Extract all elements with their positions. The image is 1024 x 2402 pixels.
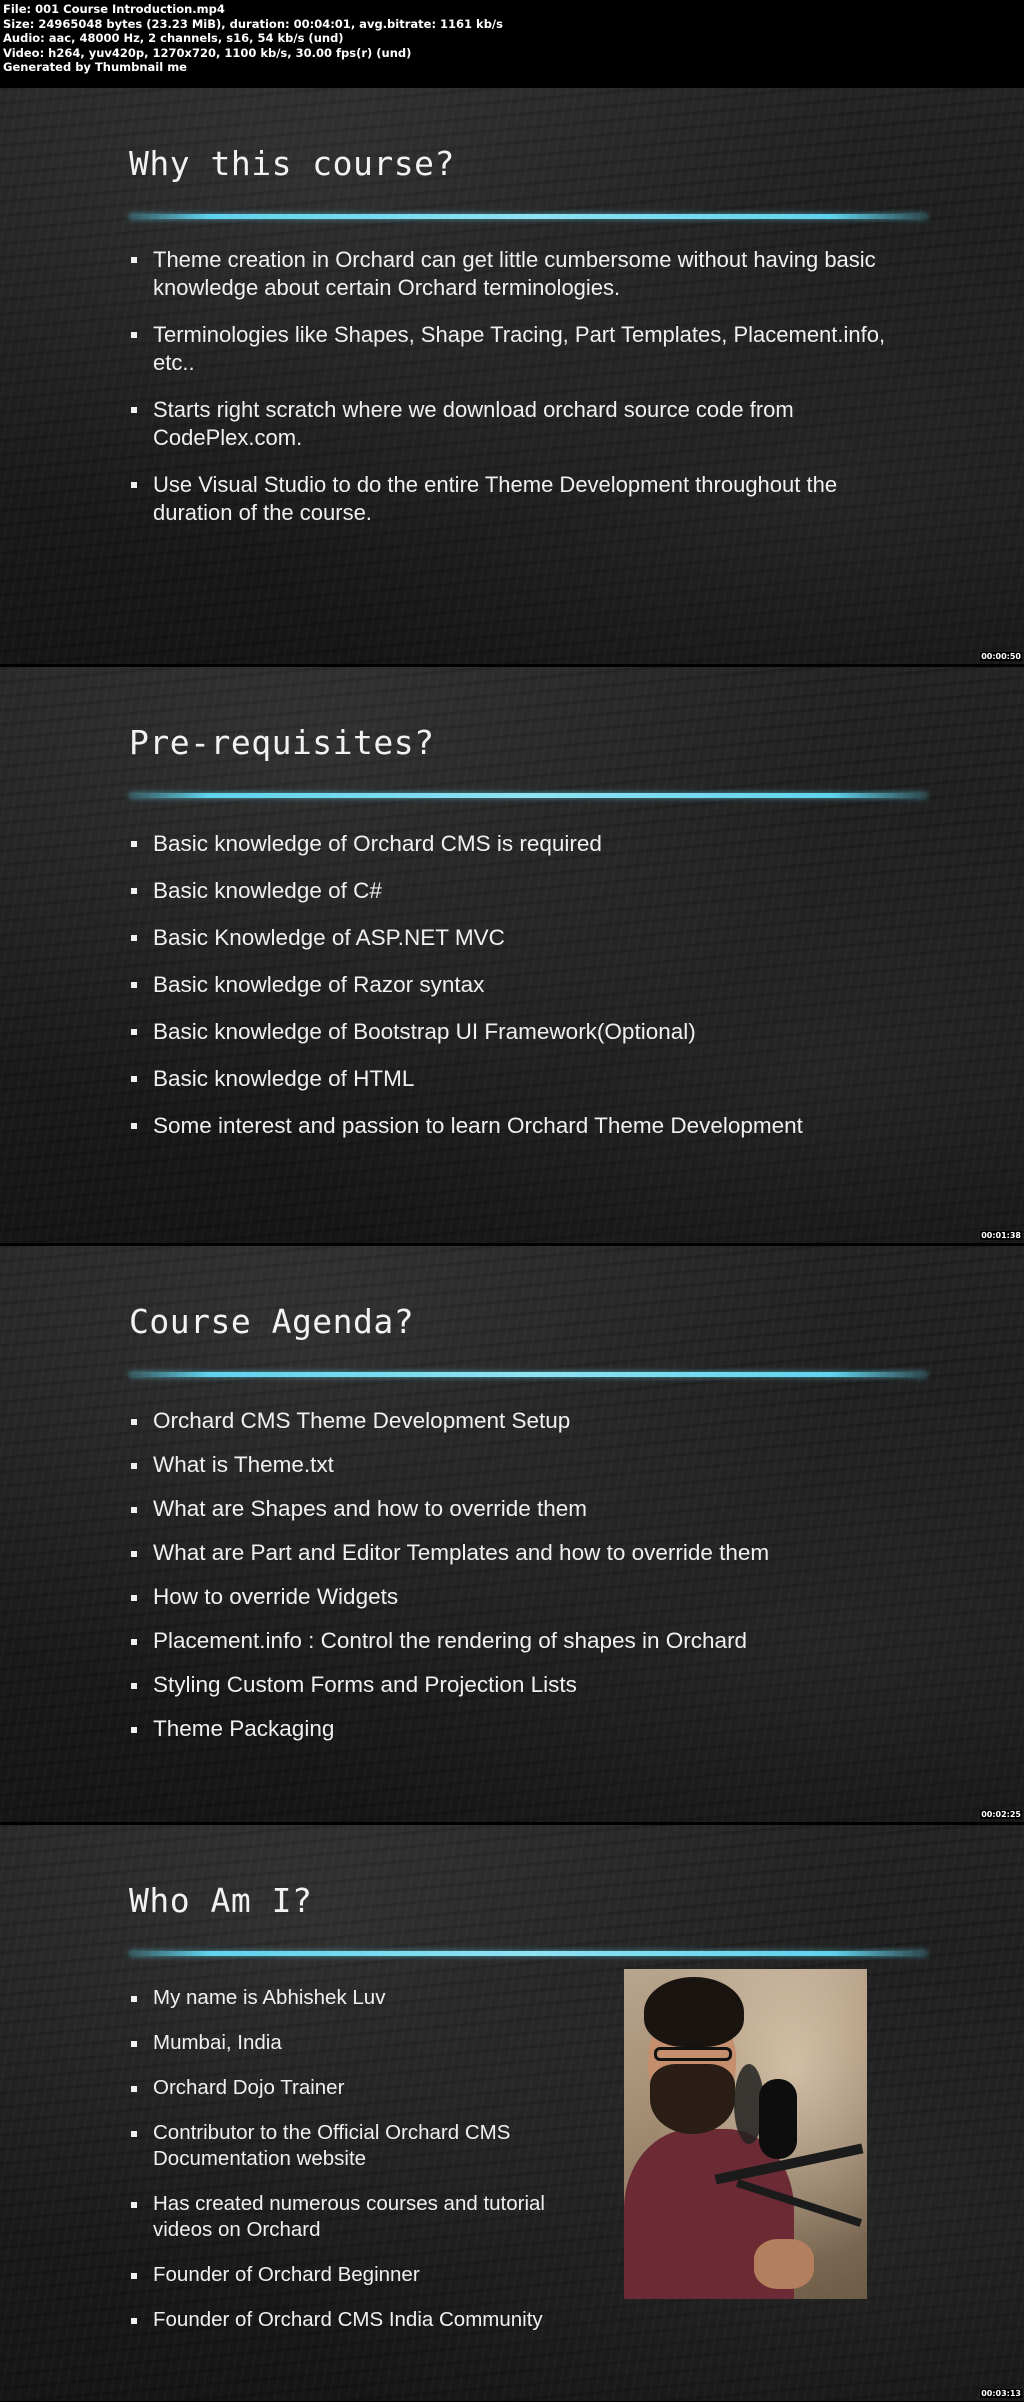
video-info-line: Video: h264, yuv420p, 1270x720, 1100 kb/s, 30.00 fps(r) (und) xyxy=(3,45,412,60)
bullet-icon xyxy=(131,2202,137,2208)
bullet-item xyxy=(131,1985,561,2011)
bullet-item xyxy=(131,246,911,302)
bullet-text: Basic knowledge of Bootstrap UI Framework(Optional) xyxy=(153,1019,696,1044)
bullet-text: Founder of Orchard CMS India Community xyxy=(153,2308,543,2331)
bullet-list xyxy=(131,1407,931,1759)
bullet-icon xyxy=(131,982,137,988)
bullet-item xyxy=(131,321,911,377)
bullet-item xyxy=(131,2030,561,2056)
bullet-list xyxy=(131,829,931,1158)
size-info-line: Size: 24965048 bytes (23.23 MiB), duration: 00:04:01, avg.bitrate: 1161 kb/s xyxy=(3,16,503,31)
bullet-icon xyxy=(131,1551,137,1557)
bullet-icon xyxy=(131,935,137,941)
bullet-text: Theme Packaging xyxy=(153,1716,335,1741)
bullet-icon xyxy=(131,407,137,413)
bullet-item xyxy=(131,2307,561,2333)
bullet-item xyxy=(131,396,911,452)
bullet-text: My name is Abhishek Luv xyxy=(153,1986,386,2009)
bullet-text: Basic knowledge of Orchard CMS is required xyxy=(153,831,602,856)
bullet-text: Basic Knowledge of ASP.NET MVC xyxy=(153,925,505,950)
bullet-text: Terminologies like Shapes, Shape Tracing, Part Templates, Placement.info, etc.. xyxy=(153,322,886,375)
bullet-icon xyxy=(131,1419,137,1425)
bullet-item xyxy=(131,970,931,1000)
bullet-item xyxy=(131,1407,931,1435)
bullet-icon xyxy=(131,2131,137,2137)
bullet-item xyxy=(131,829,931,859)
bullet-icon xyxy=(131,841,137,847)
bullet-text: Starts right scratch where we download orchard source code from CodePlex.com. xyxy=(153,397,794,450)
bullet-list xyxy=(131,246,911,546)
bullet-item xyxy=(131,876,931,906)
title-underline xyxy=(129,793,927,798)
slide-title: Course Agenda? xyxy=(129,1302,415,1341)
title-underline xyxy=(129,1372,927,1377)
bullet-item xyxy=(131,1111,931,1141)
bullet-item xyxy=(131,1495,931,1523)
bullet-item xyxy=(131,471,911,527)
bullet-text: What are Part and Editor Templates and how to override them xyxy=(153,1540,770,1565)
bullet-text: Basic knowledge of Razor syntax xyxy=(153,972,485,997)
title-underline xyxy=(129,214,927,219)
bullet-icon xyxy=(131,1639,137,1645)
bullet-text: Orchard Dojo Trainer xyxy=(153,2076,345,2099)
file-info-line: File: 001 Course Introduction.mp4 xyxy=(3,2,225,16)
bullet-item xyxy=(131,2262,561,2288)
bullet-item xyxy=(131,1627,931,1655)
slide-title: Pre-requisites? xyxy=(129,723,435,762)
presenter-photo xyxy=(624,1969,867,2299)
bullet-icon xyxy=(131,2086,137,2092)
title-underline xyxy=(129,1951,927,1956)
slide-course-agenda xyxy=(0,1246,1024,1822)
bullet-item xyxy=(131,2120,561,2172)
bullet-item xyxy=(131,923,931,953)
bullet-text: What are Shapes and how to override them xyxy=(153,1496,587,1521)
timestamp: 00:02:25 xyxy=(981,1810,1021,1819)
bullet-item xyxy=(131,1583,931,1611)
bullet-item xyxy=(131,1017,931,1047)
bullet-text: Has created numerous courses and tutorial videos on Orchard xyxy=(153,2192,545,2241)
bullet-icon xyxy=(131,2041,137,2047)
generator-info-line: Generated by Thumbnail me xyxy=(3,60,187,74)
bullet-text: What is Theme.txt xyxy=(153,1452,334,1477)
bullet-icon xyxy=(131,257,137,263)
bullet-icon xyxy=(131,1029,137,1035)
bullet-icon xyxy=(131,1507,137,1513)
bullet-icon xyxy=(131,1463,137,1469)
slide-title: Why this course? xyxy=(129,144,455,183)
bullet-text: How to override Widgets xyxy=(153,1584,399,1609)
bullet-text: Use Visual Studio to do the entire Theme Development throughout the duration of the course. xyxy=(153,472,838,525)
bullet-list xyxy=(131,1985,561,2352)
bullet-text: Mumbai, India xyxy=(153,2031,282,2054)
bullet-text: Basic knowledge of HTML xyxy=(153,1066,415,1091)
bullet-item xyxy=(131,2191,561,2243)
bullet-icon xyxy=(131,332,137,338)
bullet-item xyxy=(131,1715,931,1743)
bullet-text: Basic knowledge of C# xyxy=(153,878,382,903)
timestamp: 00:03:13 xyxy=(981,2389,1021,2398)
timestamp: 00:00:50 xyxy=(981,652,1021,661)
bullet-item xyxy=(131,1671,931,1699)
bullet-icon xyxy=(131,1996,137,2002)
bullet-text: Theme creation in Orchard can get little cumbersome without having basic knowledge about certain Orchard terminologies. xyxy=(153,247,876,300)
audio-info-line: Audio: aac, 48000 Hz, 2 channels, s16, 54 kb/s (und) xyxy=(3,31,344,45)
bullet-icon xyxy=(131,482,137,488)
bullet-item xyxy=(131,1451,931,1479)
timestamp: 00:01:38 xyxy=(981,1231,1021,1240)
bullet-icon xyxy=(131,888,137,894)
file-info-header xyxy=(0,0,1024,88)
slide-title: Who Am I? xyxy=(129,1881,313,1920)
bullet-text: Contributor to the Official Orchard CMS Documentation website xyxy=(153,2121,511,2170)
bullet-item xyxy=(131,2075,561,2101)
bullet-icon xyxy=(131,1683,137,1689)
bullet-icon xyxy=(131,2273,137,2279)
bullet-text: Founder of Orchard Beginner xyxy=(153,2263,420,2286)
bullet-icon xyxy=(131,1076,137,1082)
slide-why-this-course xyxy=(0,88,1024,664)
bullet-item xyxy=(131,1539,931,1567)
bullet-icon xyxy=(131,1123,137,1129)
bullet-text: Some interest and passion to learn Orchard Theme Development xyxy=(153,1113,803,1138)
bullet-text: Orchard CMS Theme Development Setup xyxy=(153,1408,571,1433)
bullet-icon xyxy=(131,2318,137,2324)
bullet-text: Styling Custom Forms and Projection Lists xyxy=(153,1672,577,1697)
bullet-text: Placement.info : Control the rendering of shapes in Orchard xyxy=(153,1628,748,1653)
bullet-icon xyxy=(131,1727,137,1733)
slide-who-am-i xyxy=(0,1825,1024,2401)
bullet-icon xyxy=(131,1595,137,1601)
slide-pre-requisites xyxy=(0,667,1024,1243)
bullet-item xyxy=(131,1064,931,1094)
